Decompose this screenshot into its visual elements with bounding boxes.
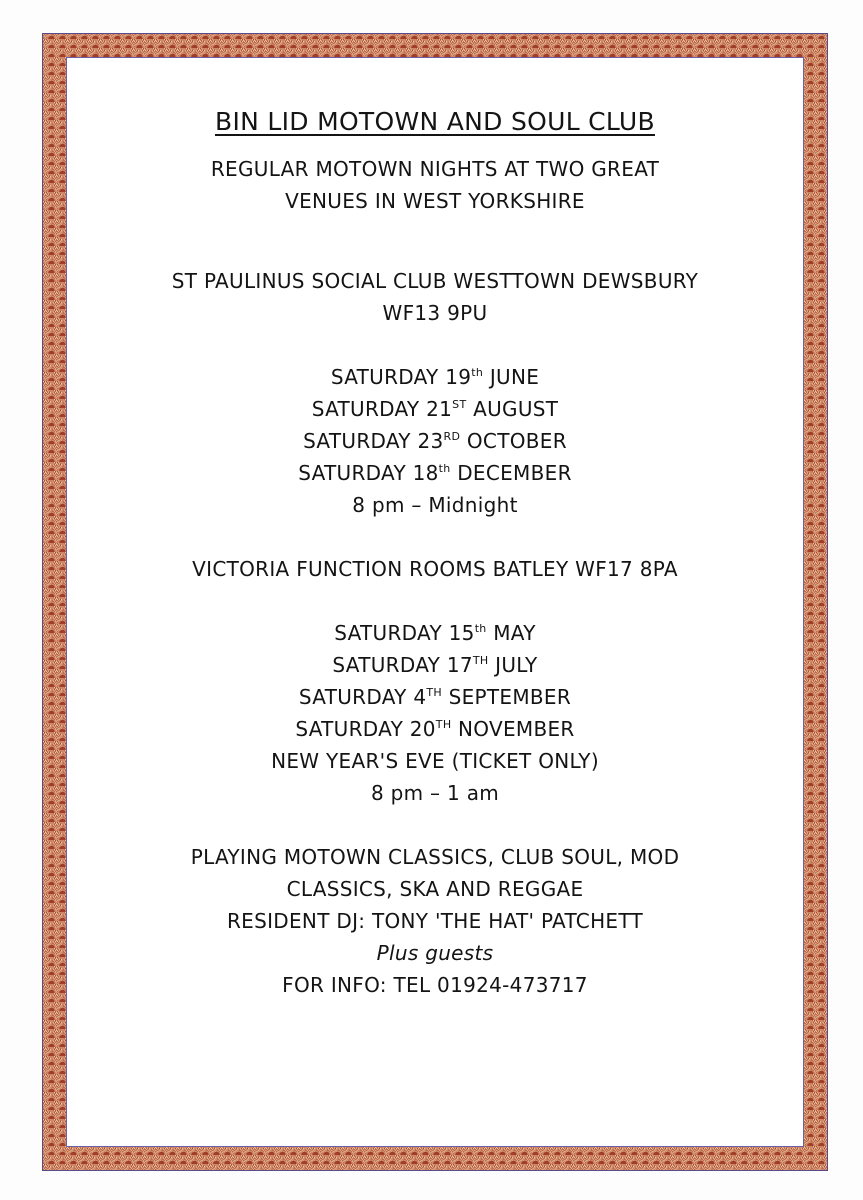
intro-line-1: REGULAR MOTOWN NIGHTS AT TWO GREAT: [210, 157, 660, 181]
date-line: SATURDAY 19th JUNE: [330, 365, 540, 389]
date-line: SATURDAY 23RD OCTOBER: [303, 429, 567, 453]
venue1-name: ST PAULINUS SOCIAL CLUB WESTTOWN DEWSBURY: [171, 269, 699, 293]
plus-guests: Plus guests: [376, 941, 494, 965]
venue1-dates: [66, 361, 804, 489]
venue2-name: VICTORIA FUNCTION ROOMS BATLEY WF17 8PA: [192, 557, 678, 581]
venue2-time: 8 pm – 1 am: [370, 781, 500, 805]
venue2-dates: [66, 617, 804, 745]
date-line: SATURDAY 15th MAY: [334, 621, 536, 645]
playing-line-2: CLASSICS, SKA AND REGGAE: [286, 877, 584, 901]
date-line: SATURDAY 21ST AUGUST: [311, 397, 559, 421]
date-line: SATURDAY 20TH NOVEMBER: [295, 717, 575, 741]
flyer-content: [66, 57, 804, 1001]
page-title: BIN LID MOTOWN AND SOUL CLUB: [215, 107, 655, 136]
info-telephone: FOR INFO: TEL 01924-473717: [282, 973, 588, 997]
venue1-time: 8 pm – Midnight: [352, 493, 518, 517]
playing-line-1: PLAYING MOTOWN CLASSICS, CLUB SOUL, MOD: [190, 845, 680, 869]
venue2-extra: NEW YEAR'S EVE (TICKET ONLY): [271, 749, 599, 773]
venue1-postcode: WF13 9PU: [382, 301, 488, 325]
resident-dj: RESIDENT DJ: TONY 'THE HAT' PATCHETT: [226, 909, 644, 933]
intro-line-2: VENUES IN WEST YORKSHIRE: [285, 189, 585, 213]
date-line: SATURDAY 18th DECEMBER: [298, 461, 572, 485]
date-line: SATURDAY 17TH JULY: [332, 653, 538, 677]
date-line: SATURDAY 4TH SEPTEMBER: [298, 685, 572, 709]
